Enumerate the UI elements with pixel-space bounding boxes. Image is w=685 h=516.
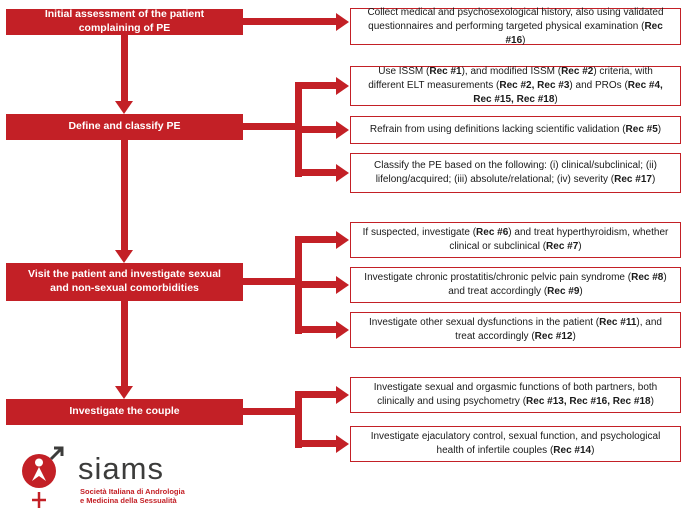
recommendation-text: Investigate chronic prostatitis/chronic pelvic pain syndrome (Rec #8) and treat accordingly (Rec #9) [364, 272, 667, 297]
siams-tagline-line1: Società Italiana di Andrologia [80, 487, 185, 496]
recommendation-box-7 [350, 312, 681, 348]
arrow-line [295, 440, 336, 447]
step-box-initial-assessment [6, 9, 243, 35]
arrow-line [243, 123, 302, 130]
step-label: Define and classify PE [68, 120, 181, 133]
arrow-head-icon [336, 435, 349, 453]
recommendation-box-5 [350, 222, 681, 258]
recommendation-box-3 [350, 116, 681, 144]
recommendation-text: Investigate sexual and orgasmic functions of both partners, both clinically and using psychometry (Rec #13, Rec #16, Rec #18) [373, 382, 658, 407]
recommendation-text: Collect medical and psychosexological history, also using validated questionnaires and performing targeted physical examination (Rec #16) [367, 6, 664, 46]
siams-tagline-line2: e Medicina della Sessualità [80, 496, 177, 506]
step-label: Visit the patient and investigate sexual and non-sexual comorbidities [28, 268, 221, 294]
recommendation-box-9 [350, 426, 681, 462]
step-box-visit-patient-comorbidities [6, 263, 243, 301]
recommendation-text: If suspected, investigate (Rec #6) and treat hyperthyroidism, whether clinical or subclinical (Rec #7) [362, 227, 669, 252]
recommendation-text: Investigate ejaculatory control, sexual function, and psychological health of infertile couples (Rec #14) [370, 431, 661, 456]
arrow-head-icon [336, 321, 349, 339]
arrow-line [295, 326, 336, 333]
arrow-head-icon [115, 101, 133, 114]
recommendation-text: Classify the PE based on the following: (i) clinical/subclinical; (ii) lifelong/acquired; (iii) absolute/relational; (iv) severity (Rec #17) [374, 160, 657, 185]
siams-logo [12, 446, 76, 514]
arrow-head-icon [115, 386, 133, 399]
arrow-line [243, 278, 302, 285]
arrow-line [121, 35, 128, 102]
arrow-line [295, 281, 336, 288]
recommendation-box-1 [350, 8, 681, 45]
recommendation-box-2 [350, 66, 681, 106]
siams-emblem-icon [12, 446, 76, 514]
recommendation-text: Refrain from using definitions lacking scientific validation (Rec #5) [369, 124, 662, 135]
arrow-line [295, 169, 336, 176]
arrow-line [243, 408, 302, 415]
recommendation-box-6 [350, 267, 681, 303]
arrow-head-icon [336, 77, 349, 95]
recommendation-box-4 [350, 153, 681, 193]
arrow-head-icon [336, 386, 349, 404]
step-label: Investigate the couple [69, 405, 180, 418]
arrow-line [243, 18, 336, 25]
arrow-head-icon [336, 121, 349, 139]
arrow-head-icon [336, 164, 349, 182]
arrow-head-icon [115, 250, 133, 263]
arrow-line [295, 236, 336, 243]
recommendation-text: Investigate other sexual dysfunctions in the patient (Rec #11), and treat accordingly (Rec #12) [369, 317, 662, 342]
step-box-define-classify-pe [6, 114, 243, 140]
step-label: Initial assessment of the patient complaining of PE [44, 8, 205, 34]
recommendation-text: Use ISSM (Rec #1), and modified ISSM (Rec #2) criteria, with different ELT measurements (Rec #2, Rec #3) and PROs (Rec #4, Rec #15, Rec #18) [368, 66, 663, 105]
arrow-line [121, 301, 128, 386]
siams-tagline [80, 487, 185, 506]
arrow-head-icon [336, 13, 349, 31]
step-box-investigate-couple [6, 399, 243, 425]
arrow-head-icon [336, 231, 349, 249]
arrow-line [121, 140, 128, 250]
arrow-line [295, 82, 336, 89]
arrow-head-icon [336, 276, 349, 294]
arrow-line [295, 391, 336, 398]
siams-wordmark: siams [78, 451, 164, 486]
recommendation-box-8 [350, 377, 681, 413]
arrow-line [295, 126, 336, 133]
